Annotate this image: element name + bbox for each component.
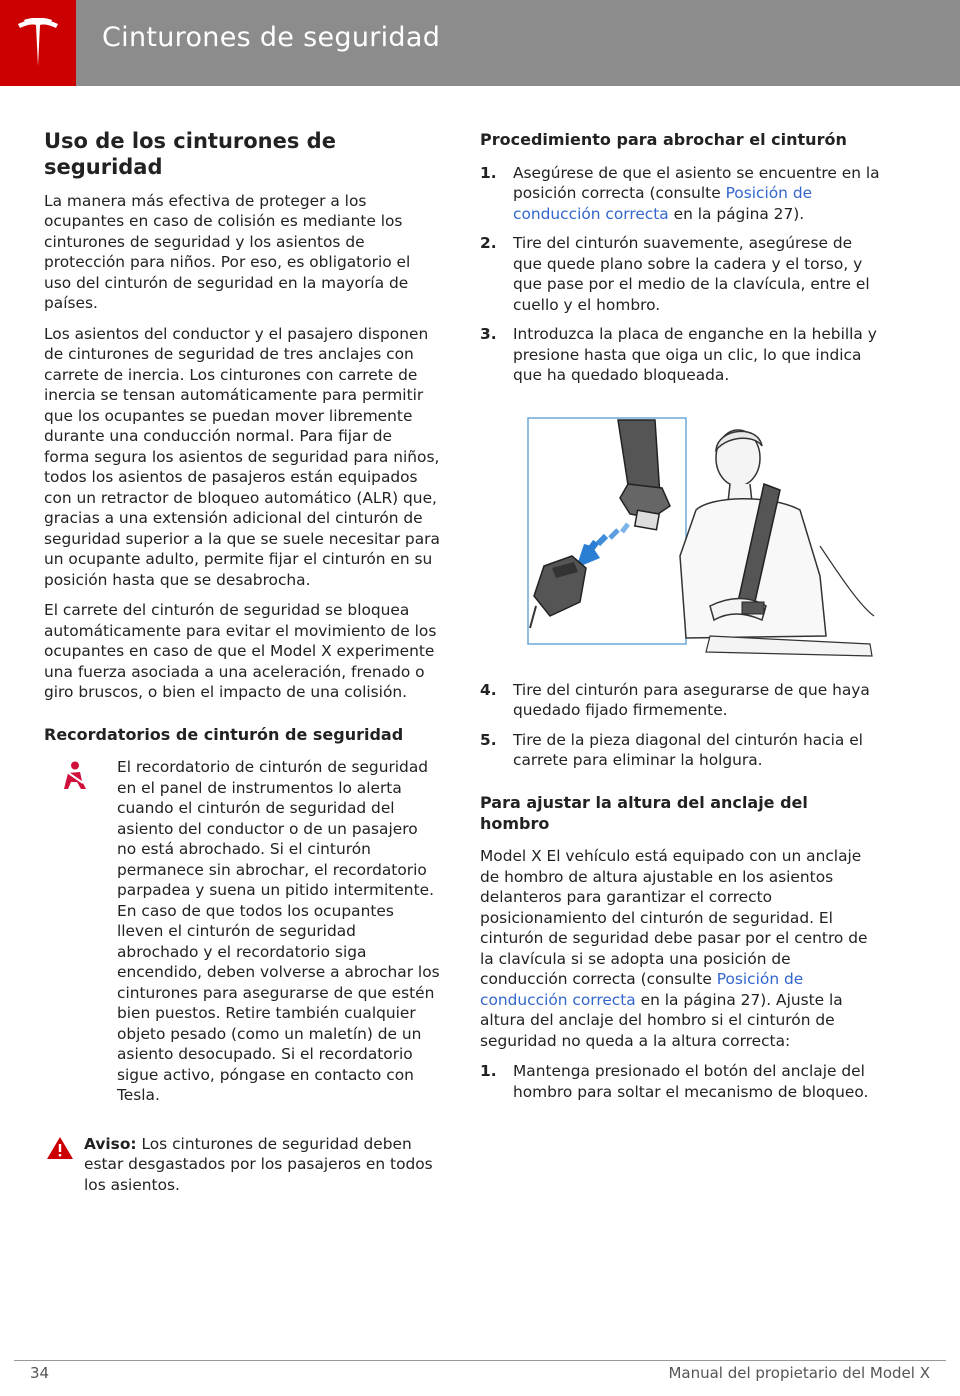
cross-reference-link[interactable]: Posición de conducción correcta — [513, 184, 813, 223]
list-item — [480, 680, 880, 721]
paragraph-text: Model X El vehículo está equipado con un anclaje de hombro de altura ajustable en los asientos delanteros para garantizar el correcto posicionamiento del cinturón de seguridad. El cinturón de seguridad debe pasar por el centro de la clavícula si se adopta una posición de conducción correcta (consulte — [480, 847, 868, 989]
cross-reference-link[interactable]: Posición de conducción correcta — [480, 970, 804, 1009]
subheading-anchor: Para ajustar la altura del anclaje del hombro — [480, 792, 808, 833]
fasten-steps-continued — [480, 680, 880, 771]
warning-icon — [46, 1136, 74, 1164]
subheading-fasten: Procedimiento para abrochar el cinturón — [480, 130, 847, 149]
step-number: 1. — [480, 163, 497, 182]
reminder-note-text: El recordatorio de cinturón de seguridad en el panel de instrumentos lo alerta cuando el cinturón de seguridad del asiento del conductor o de un pasajero no está abrochado. Si el cinturón permanece sin abrochar, el recordatorio parpadea y suena un pitido intermitente. En caso de que todos los ocupantes lleven el cinturón de seguridad abrochado y el recordatorio siga encendido, deben volverse a abrochar los cinturones para asegurarse de que estén bien puestos. Retire también cualquier objeto pesado (como un maletín) de un asiento desocupado. Si el recordatorio sigue activo, póngase en contacto con Tesla. — [117, 758, 440, 1105]
section-heading-usage: Uso de los cinturones de seguridad — [44, 129, 336, 180]
step-number: 3. — [480, 325, 497, 344]
paragraph-text: en la página 27). Ajuste la altura del anclaje del hombro si el cinturón de seguridad no queda a la altura correcta: — [480, 990, 843, 1050]
step-text: Tire de la pieza diagonal del cinturón hacia el carrete para eliminar la holgura. — [513, 730, 863, 770]
list-item — [480, 233, 880, 315]
page-number: 34 — [30, 1364, 50, 1382]
step-text: en la página 27). — [668, 204, 805, 223]
step-text: Tire del cinturón suavemente, asegúrese de que quede plano sobre la cadera y el torso, y que pase por el medio de la clavícula, entre el cuello y el hombro. — [513, 234, 870, 314]
right-column — [480, 130, 880, 1111]
warning-box — [44, 1134, 440, 1196]
step-number: 4. — [480, 680, 497, 699]
step-number: 1. — [480, 1062, 497, 1081]
warning-text — [84, 1134, 440, 1196]
paragraph: Los asientos del conductor y el pasajero disponen de cinturones de seguridad de tres anclajes con carrete de inercia. Los cinturones con carrete de inercia se tensan automáticamente para permitir que los ocupantes se puedan mover libremente durante una conducción normal. Para fijar de forma segura los asientos de seguridad para niños, todos los asientos de pasajeros están equipados con un retractor de bloqueo automático (ALR) que, gracias a una extensión adicional del cinturón de seguridad superior a la que se suele necesitar para un ocupante adulto, permite fijar el cinturón en su posición hasta que se desabrocha. — [44, 324, 440, 589]
page-header — [0, 0, 960, 86]
paragraph: La manera más efectiva de proteger a los ocupantes en caso de colisión es mediante los cinturones de seguridad y los asientos de protección para niños. Por eso, es obligatorio el uso del cinturón de seguridad en la mayoría de países. — [44, 191, 411, 312]
buckle-illustration-image — [480, 406, 880, 662]
list-item — [480, 324, 880, 386]
paragraph: El carrete del cinturón de seguridad se bloquea automáticamente para evitar el movimiento de los ocupantes en caso de que el Model X experimente una fuerza asociada a una aceleración, frenado o giro bruscos, o bien el impacto de una colisión. — [44, 601, 437, 701]
tesla-logo-icon — [16, 18, 60, 68]
anchor-steps — [480, 1061, 880, 1102]
seatbelt-illustration — [480, 406, 880, 662]
manual-title: Manual del propietario del Model X — [668, 1364, 930, 1382]
page-title: Cinturones de seguridad — [102, 22, 441, 53]
left-column — [44, 128, 440, 1195]
subheading-reminders: Recordatorios de cinturón de seguridad — [44, 724, 404, 744]
list-item — [480, 730, 880, 771]
warning-label: Aviso: — [84, 1134, 137, 1153]
fasten-steps — [480, 163, 880, 386]
step-text: Tire del cinturón para asegurarse de que haya quedado fijado firmemente. — [513, 680, 870, 720]
step-number: 2. — [480, 234, 497, 253]
step-text: Mantenga presionado el botón del anclaje del hombro para soltar el mecanismo de bloqueo. — [513, 1062, 869, 1101]
reminder-note — [44, 757, 440, 1106]
list-item — [480, 1061, 880, 1102]
warning-body: Los cinturones de seguridad deben estar desgastados por los pasajeros en todos los asientos. — [84, 1134, 433, 1194]
footer-divider — [14, 1360, 946, 1361]
paragraph — [480, 846, 880, 1051]
step-text: Asegúrese de que el asiento se encuentre en la posición correcta (consulte — [513, 163, 880, 203]
seatbelt-reminder-icon — [62, 761, 88, 795]
list-item — [480, 163, 880, 225]
step-number: 5. — [480, 730, 497, 749]
tesla-logo — [0, 0, 76, 86]
step-text: Introduzca la placa de enganche en la hebilla y presione hasta que oiga un clic, lo que indica que ha quedado bloqueada. — [513, 325, 877, 385]
